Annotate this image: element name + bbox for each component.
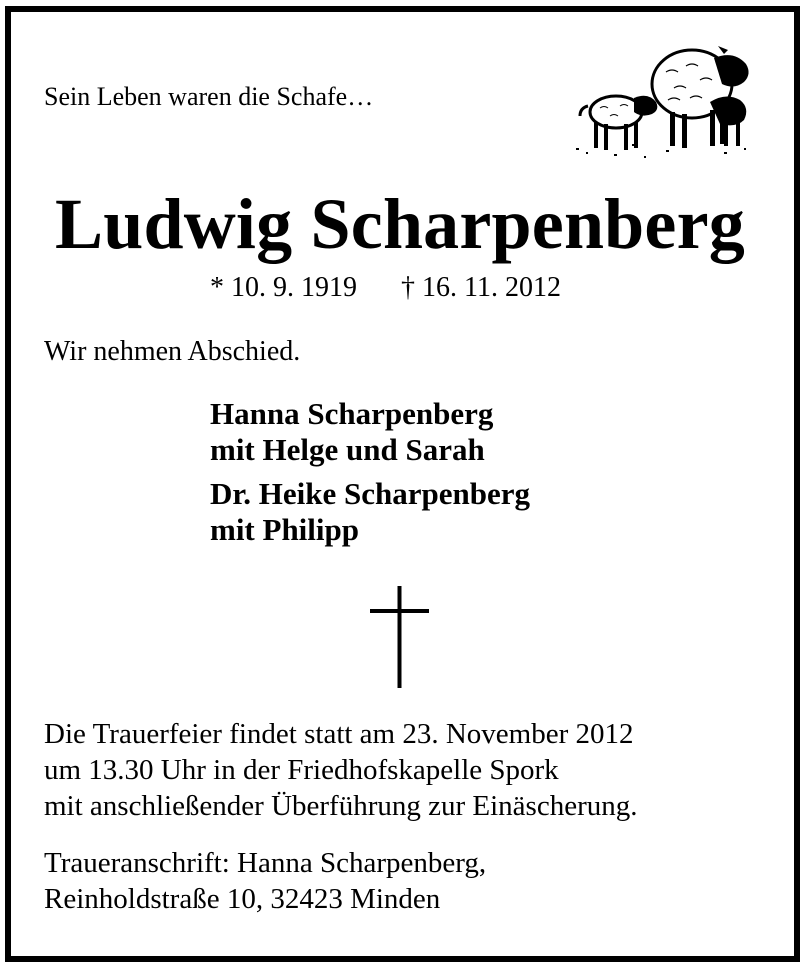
- mourner-group: [210, 476, 530, 548]
- life-dates: [210, 272, 561, 304]
- address-line: Traueranschrift: Hanna Scharpenberg,: [44, 847, 487, 879]
- service-line: mit anschließender Überführung zur Einäscherung.: [44, 790, 638, 822]
- service-line: Die Trauerfeier findet statt am 23. November 2012: [44, 718, 634, 750]
- mourner-family: mit Helge und Sarah: [210, 432, 485, 467]
- farewell-text: Wir nehmen Abschied.: [44, 336, 301, 367]
- mourner-name: Hanna Scharpenberg: [210, 396, 494, 431]
- sheep-illustration-icon: [574, 36, 754, 162]
- service-line: um 13.30 Uhr in der Friedhofskapelle Spork: [44, 754, 559, 786]
- mourner-name: Dr. Heike Scharpenberg: [210, 476, 531, 511]
- funeral-service-info: [44, 716, 637, 824]
- mourner-family: mit Philipp: [210, 512, 360, 547]
- cross-icon: [370, 586, 430, 688]
- birth-date: * 10. 9. 1919: [210, 272, 357, 303]
- mourning-address: [44, 845, 486, 917]
- address-line: Reinholdstraße 10, 32423 Minden: [44, 883, 441, 915]
- mourner-group: [210, 396, 530, 468]
- deceased-name: Ludwig Scharpenberg: [55, 184, 745, 264]
- motto-text: Sein Leben waren die Schafe…: [44, 82, 374, 111]
- mourners-list: [210, 396, 530, 556]
- death-date: † 16. 11. 2012: [401, 272, 561, 303]
